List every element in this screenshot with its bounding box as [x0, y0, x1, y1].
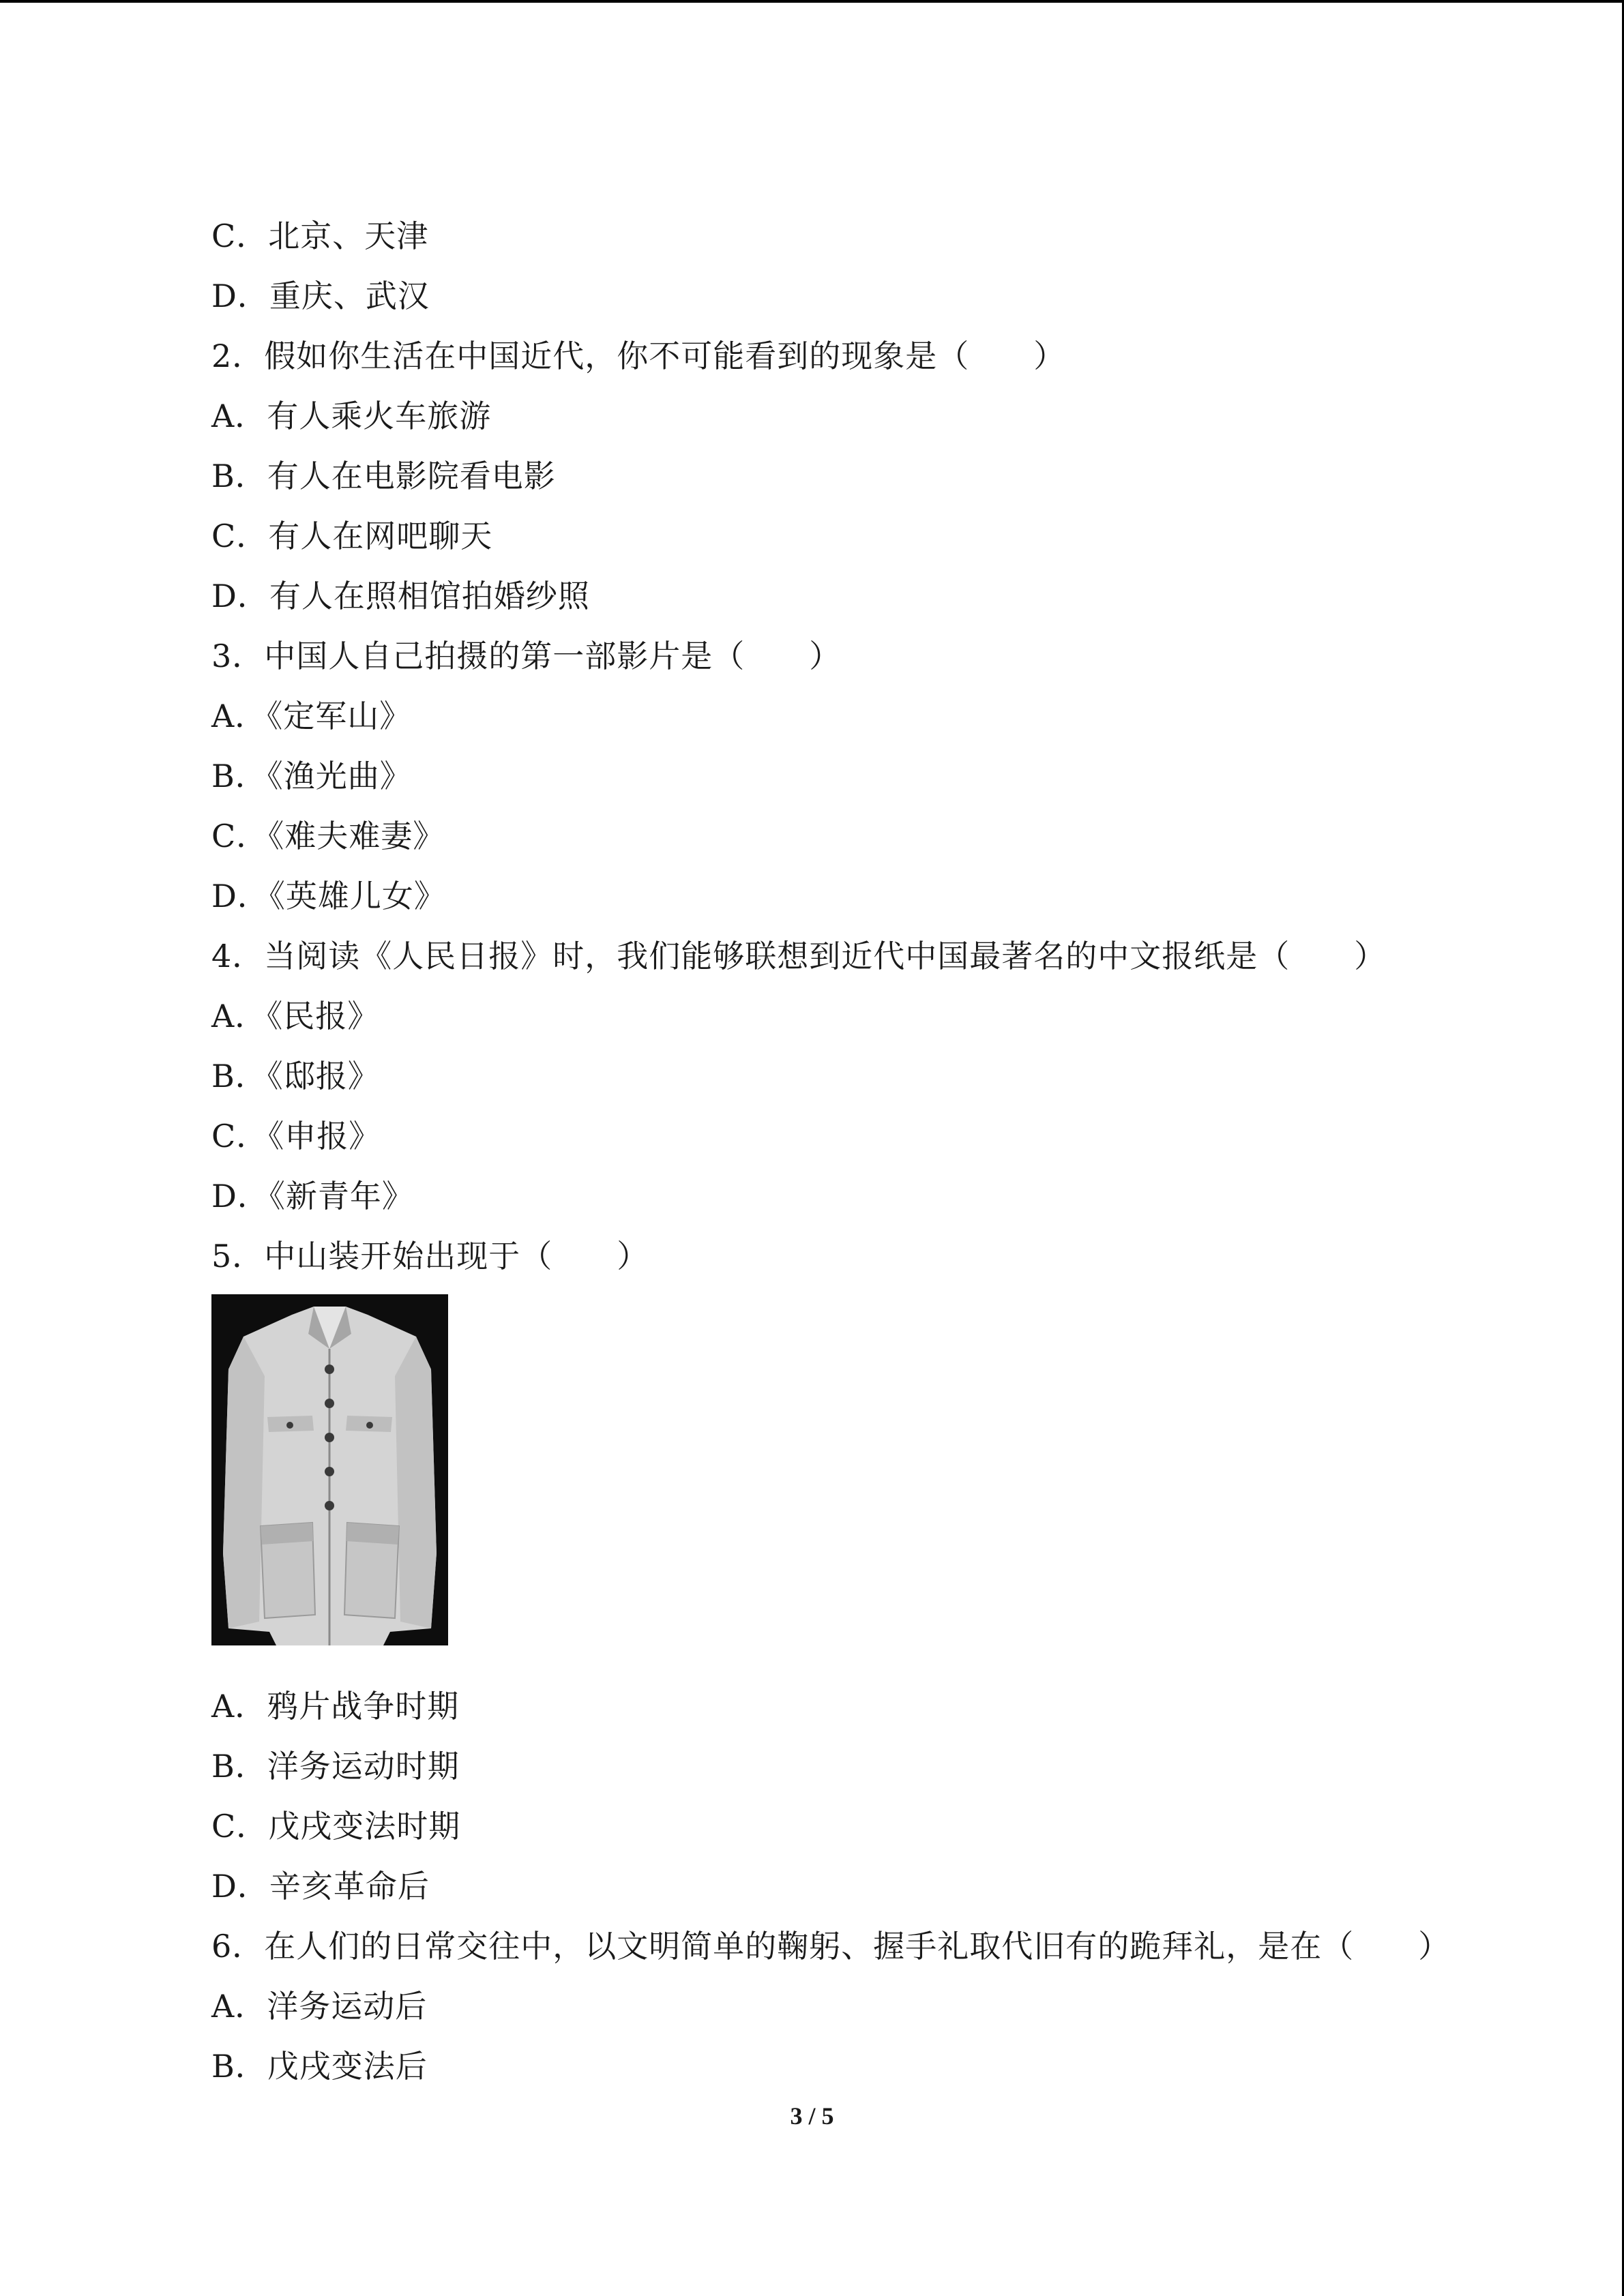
q4-option-b: B．《邸报》: [211, 1058, 380, 1094]
q4-stem: 4．当阅读《人民日报》时，我们能够联想到近代中国最著名的中文报纸是（ ）: [211, 938, 1387, 974]
suit-illustration: [211, 1294, 448, 1645]
top-border: [0, 0, 1624, 3]
q3-option-c: C．《难夫难妻》: [211, 818, 445, 854]
q6-stem: 6．在人们的日常交往中，以文明简单的鞠躬、握手礼取代旧有的跪拜礼，是在（ ）: [211, 1928, 1451, 1965]
q1-option-c: C．北京、天津: [211, 218, 429, 254]
q4-option-a: A．《民报》: [211, 998, 380, 1034]
q5-option-b: B．洋务运动时期: [211, 1748, 460, 1785]
q2-option-d: D．有人在照相馆拍婚纱照: [211, 578, 590, 614]
q6-option-b: B．戊戌变法后: [211, 2048, 428, 2085]
q6-option-a: A．洋务运动后: [211, 1988, 428, 2025]
q2-option-c: C．有人在网吧聊天: [211, 518, 493, 554]
q2-option-a: A．有人乘火车旅游: [211, 398, 492, 434]
q5-stem: 5．中山装开始出现于（ ）: [211, 1238, 649, 1274]
q3-option-b: B．《渔光曲》: [211, 758, 412, 794]
page-number: 3 / 5: [790, 2102, 834, 2130]
q3-option-d: D．《英雄儿女》: [211, 878, 446, 914]
q5-option-c: C．戊戌变法时期: [211, 1808, 461, 1845]
q5-option-a: A．鸦片战争时期: [211, 1688, 460, 1725]
q2-stem: 2．假如你生活在中国近代，你不可能看到的现象是（ ）: [211, 338, 1066, 374]
q1-option-d: D．重庆、武汉: [211, 278, 430, 314]
q3-stem: 3．中国人自己拍摄的第一部影片是（ ）: [211, 638, 842, 674]
q3-option-a: A．《定军山》: [211, 698, 412, 734]
q2-option-b: B．有人在电影院看电影: [211, 458, 556, 494]
zhongshan-suit-photo: [211, 1294, 448, 1645]
q5-option-d: D．辛亥革命后: [211, 1868, 430, 1905]
q4-option-c: C．《申报》: [211, 1118, 381, 1154]
q4-option-d: D．《新青年》: [211, 1178, 414, 1214]
